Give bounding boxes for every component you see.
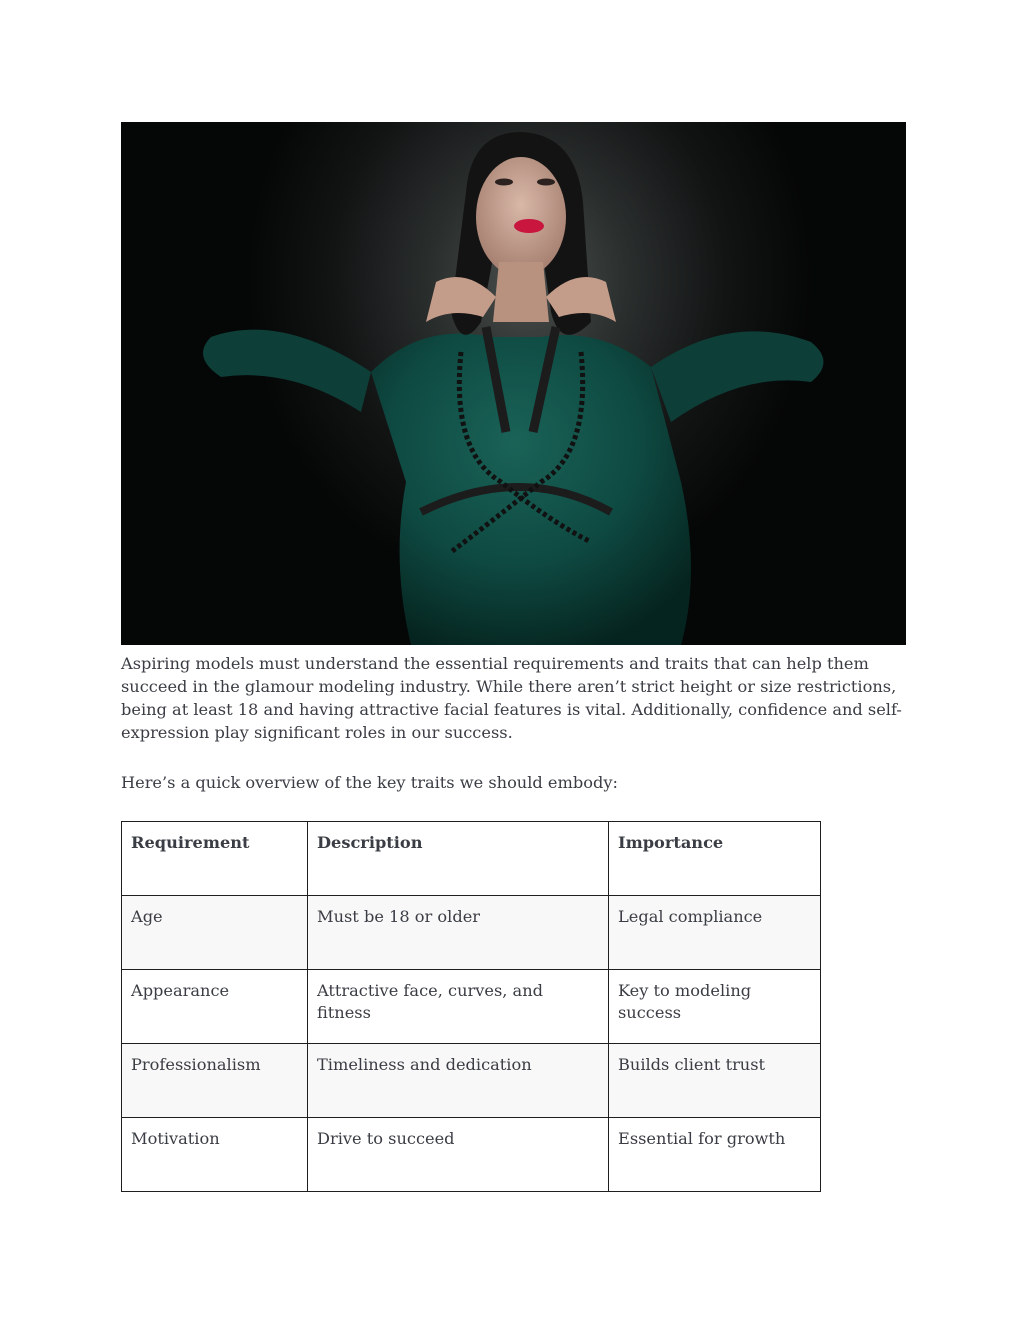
intro-paragraph: Aspiring models must understand the essential requirements and traits that can help them succeed in the glamour modeling industry. While there aren’t strict height or size restrictions, being at least 18 and having attractive facial features is vital. Additionally, confidence and self-expression play significant roles in our success. (121, 654, 902, 742)
model-photo-illustration (121, 122, 906, 645)
table-row (122, 896, 821, 970)
cell-description: Timeliness and dedication (308, 1044, 609, 1118)
cell-description: Drive to succeed (308, 1118, 609, 1192)
overview-sentence: Here’s a quick overview of the key traits we should embody: (121, 773, 618, 792)
table-row (122, 970, 821, 1044)
document-page (121, 122, 906, 1192)
cell-description: Attractive face, curves, and fitness (308, 970, 609, 1044)
cell-importance: Key to modeling success (609, 970, 821, 1044)
cell-importance: Essential for growth (609, 1118, 821, 1192)
traits-table (121, 821, 821, 1192)
cell-requirement: Motivation (122, 1118, 308, 1192)
cell-description: Must be 18 or older (308, 896, 609, 970)
cell-requirement: Professionalism (122, 1044, 308, 1118)
table-row (122, 1044, 821, 1118)
table-row (122, 1118, 821, 1192)
model-photo (121, 122, 906, 645)
header-description: Description (308, 822, 609, 896)
header-importance: Importance (609, 822, 821, 896)
cell-requirement: Appearance (122, 970, 308, 1044)
table-header-row (122, 822, 821, 896)
cell-requirement: Age (122, 896, 308, 970)
header-requirement: Requirement (122, 822, 308, 896)
cell-importance: Builds client trust (609, 1044, 821, 1118)
cell-importance: Legal compliance (609, 896, 821, 970)
